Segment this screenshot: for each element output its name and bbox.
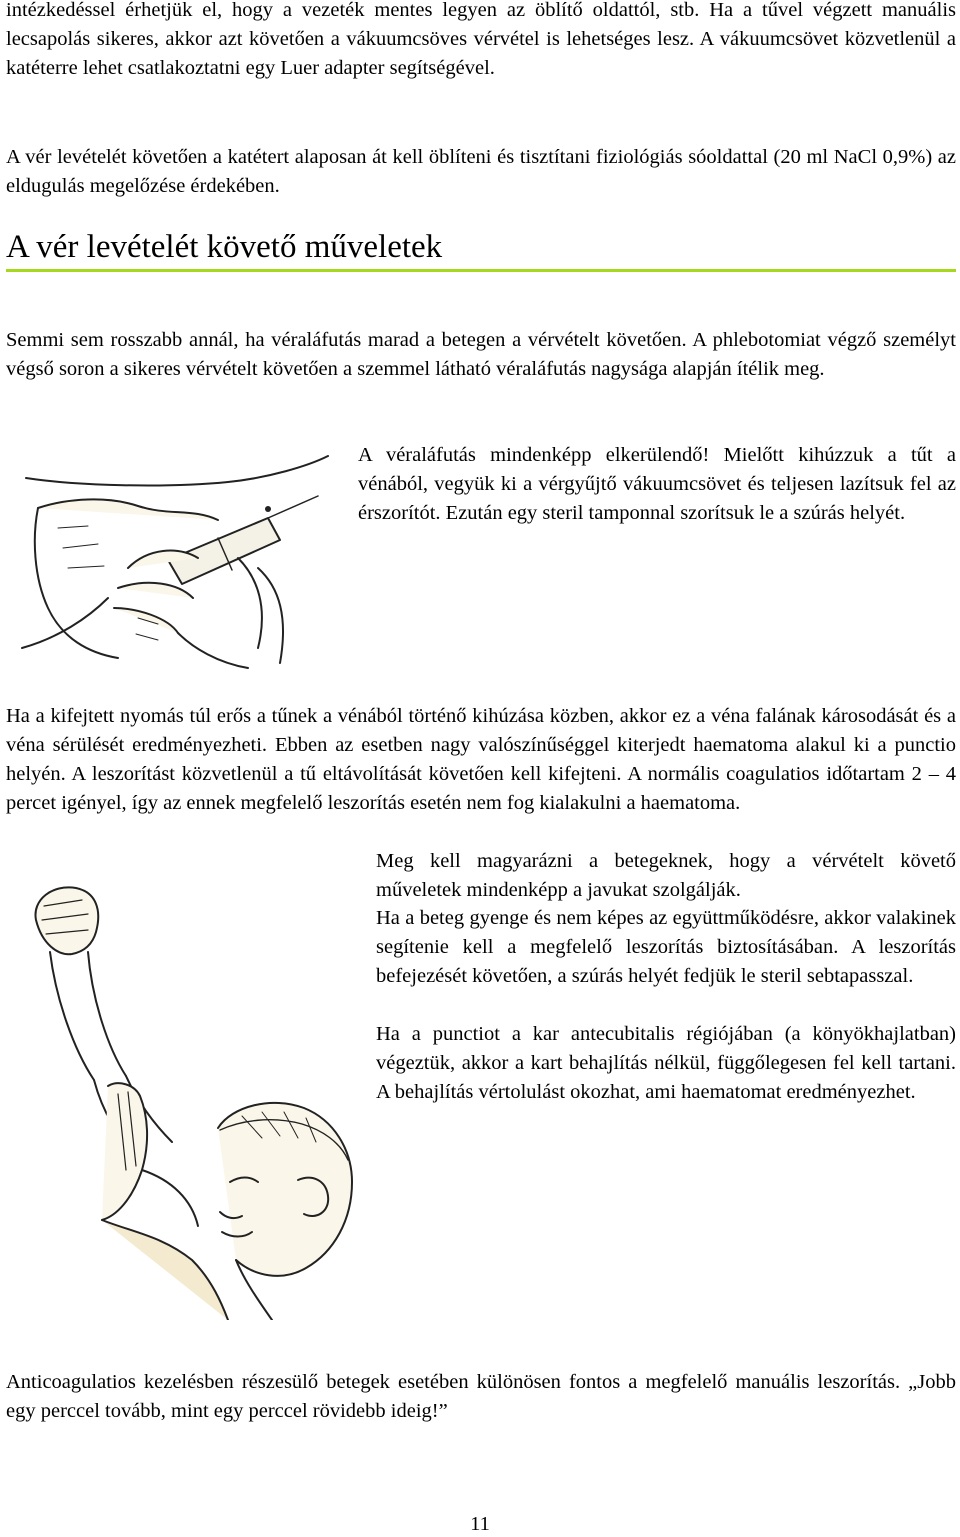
paragraph-pressure: Ha a kifejtett nyomás túl erős a tűnek a vénából történő kihúzása közben, akkor ez a véna falának károsodását és a véna sérülését eredményezheti. Ebben az esetben nagy valószínűséggel kiterjedt haematoma alakul ki a punctio helyén. A leszorítást közvetlenül a tű eltávolítását követően kell kifejteni. A normális coagulatios időtartam 2 – 4 percet igényel, így az ennek megfelelő leszorítás esetén nem fog kialakulni a haematoma. [6,705,956,814]
paragraph-explain: Meg kell magyarázni a betegeknek, hogy a vérvételt követő műveletek mindenképp a javukat szolgálják. [376,850,956,901]
paragraph-catheter-flush: A vér levételét követően a katétert alaposan át kell öblíteni és tisztítani fiziológiás sóoldattal (20 ml NaCl 0,9%) az eldugulás megelőzése érdekében. [6,146,956,197]
section-heading: A vér levételét követő műveletek [6,227,956,272]
paragraph-antecubital: Ha a punctiot a kar antecubitalis régiójában (a könyökhajlatban) végeztük, akkor a kart behajlítás nélkül, függőlegesen fel kell tartani. A behajlítás vértolulást okozhat, ami haematomat eredményezhet. [376,1023,956,1103]
paragraph-avoid-bruise: A véraláfutás mindenképp elkerülendő! Mielőtt kihúzzuk a tűt a vénából, vegyük ki a vérgyűjtő vákuumcsövet és teljesen lazítsuk fel az érszorítót. Ezután egy steril tamponnal szorítsuk le a szúrás helyét. [358,444,956,524]
paragraph-catheter-drain: intézkedéssel érhetjük el, hogy a vezeték mentes legyen az öblítő oldattól, stb. Ha a tűvel végzett manuális lecsapolás sikeres, akkor azt követően a vákuumcsöves vérvétel is lehetséges lesz. A vákuumcsövet közvetlenül a katéterre lehet csatlakoztatni egy Luer adapter segítségével. [6,0,956,79]
paragraph-anticoagulation: Anticoagulatios kezelésben részesülő betegek esetében különösen fontos a megfelelő manuális leszorítás. „Jobb egy perccel tovább, mint egy perccel rövidebb ideig!” [6,1371,956,1422]
raised-arm-illustration [22,880,362,1320]
needle-withdrawal-illustration [18,448,338,670]
paragraph-bruise-intro: Semmi sem rosszabb annál, ha véraláfutás marad a betegen a vérvételt követően. A phlebotomiat végző személyt végső soron a sikeres vérvételt követően a szemmel látható véraláfutás nagysága alapján ítélik meg. [6,329,956,380]
page-number: 11 [470,1513,490,1535]
paragraph-weak-patient: Ha a beteg gyenge és nem képes az együttműködésre, akkor valakinek segítenie kell a megfelelő leszorítás biztosításában. A leszorítás befejezését követően, a szúrás helyét fedjük le steril sebtapasszal. [376,907,956,987]
